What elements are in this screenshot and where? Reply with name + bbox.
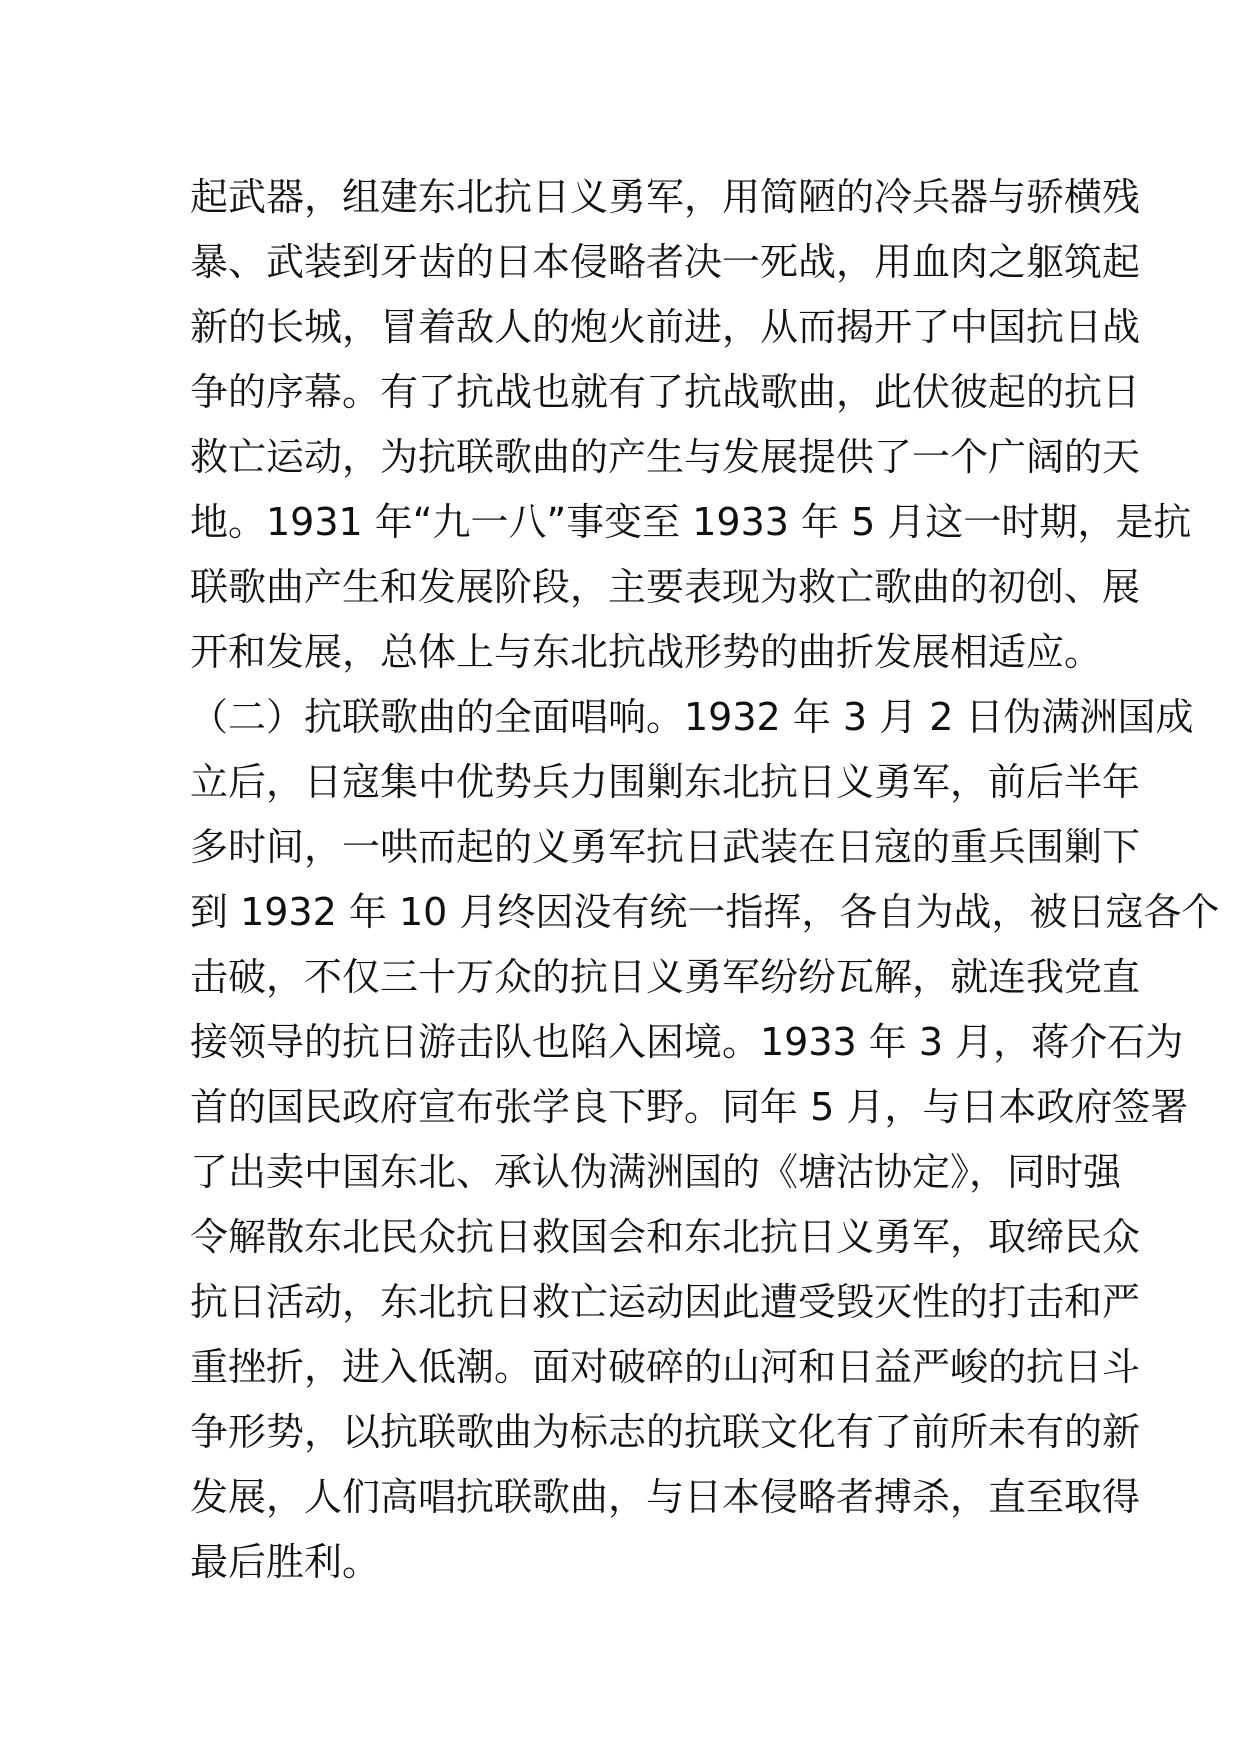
text-line: 最后胜利。 [190, 1540, 381, 1584]
text-line: 起武器，组建东北抗日义勇军，用简陋的冷兵器与骄横残 [190, 175, 1141, 219]
text-line: 立后，日寇集中优势兵力围剿东北抗日义勇军，前后半年 [190, 760, 1141, 804]
body-text [190, 165, 1220, 1595]
text-line: 首的国民政府宣布张学良下野。同年 5 月，与日本政府签署 [190, 1085, 1189, 1129]
text-line: 重挫折，进入低潮。面对破碎的山河和日益严峻的抗日斗 [190, 1345, 1141, 1389]
text-line: 抗日活动，东北抗日救亡运动因此遭受毁灭性的打击和严 [190, 1280, 1141, 1324]
text-line: 令解散东北民众抗日救国会和东北抗日义勇军，取缔民众 [190, 1215, 1141, 1259]
text-line: 新的长城，冒着敌人的炮火前进，从而揭开了中国抗日战 [190, 305, 1141, 349]
text-line: 击破，不仅三十万众的抗日义勇军纷纷瓦解，就连我党直 [190, 955, 1141, 999]
text-line: 到 1932 年 10 月终因没有统一指挥，各自为战，被日寇各个 [190, 890, 1220, 934]
text-line: 争形势，以抗联歌曲为标志的抗联文化有了前所未有的新 [190, 1410, 1141, 1454]
text-line: 地。1931 年“九一八”事变至 1933 年 5 月这一时期，是抗 [190, 500, 1192, 544]
text-line: 联歌曲产生和发展阶段，主要表现为救亡歌曲的初创、展 [190, 565, 1141, 609]
text-line: 发展，人们高唱抗联歌曲，与日本侵略者搏杀，直至取得 [190, 1475, 1141, 1519]
section-heading-line: （二）抗联歌曲的全面唱响。1932 年 3 月 2 日伪满洲国成 [190, 695, 1194, 739]
text-line: 争的序幕。有了抗战也就有了抗战歌曲，此伏彼起的抗日 [190, 370, 1141, 414]
text-line: 暴、武装到牙齿的日本侵略者决一死战，用血肉之躯筑起 [190, 240, 1141, 284]
text-line: 开和发展，总体上与东北抗战形势的曲折发展相适应。 [190, 630, 1103, 674]
text-line: 救亡运动，为抗联歌曲的产生与发展提供了一个广阔的天 [190, 435, 1141, 479]
text-line: 接领导的抗日游击队也陷入困境。1933 年 3 月，蒋介石为 [190, 1020, 1184, 1064]
text-line: 了出卖中国东北、承认伪满洲国的《塘沽协定》，同时强 [190, 1150, 1122, 1194]
text-line: 多时间，一哄而起的义勇军抗日武装在日寇的重兵围剿下 [190, 825, 1141, 869]
